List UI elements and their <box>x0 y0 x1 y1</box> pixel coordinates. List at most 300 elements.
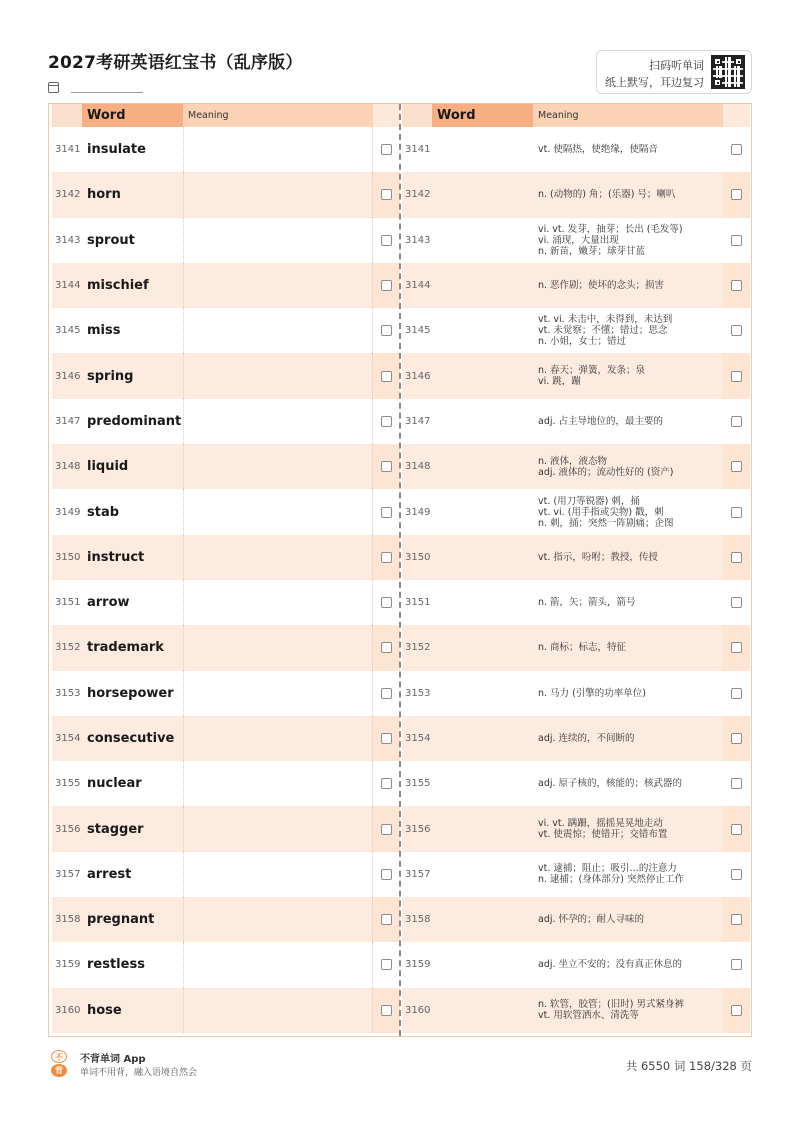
word-text: insulate <box>87 142 146 158</box>
row-number: 3156 <box>55 823 81 835</box>
meaning-text <box>533 489 723 534</box>
checkbox[interactable] <box>731 552 742 563</box>
word-text: trademark <box>87 640 164 656</box>
checkbox[interactable] <box>381 1005 392 1016</box>
meaning-lines <box>538 778 682 789</box>
table-row <box>52 308 400 353</box>
meaning-text <box>533 444 723 489</box>
table-row <box>52 218 400 263</box>
checkbox-cell <box>723 761 750 806</box>
checkbox-cell <box>373 489 400 534</box>
table-row <box>402 625 750 670</box>
table-row <box>52 625 400 670</box>
page-info: 共 6550 词 158/328 页 <box>625 1059 752 1073</box>
row-number: 3142 <box>405 189 431 201</box>
meaning-line: n. 商标；标志，特征 <box>538 642 627 654</box>
table-row <box>52 897 400 942</box>
row-number: 3148 <box>405 461 431 473</box>
meaning-line: n. 刺，捅；突然一阵剧痛；企图 <box>538 517 674 529</box>
meaning-blank[interactable] <box>183 399 373 444</box>
row-number: 3155 <box>55 778 81 790</box>
meaning-line: adj. 原子核的，核能的；核武器的 <box>538 778 683 790</box>
checkbox-cell <box>373 308 400 353</box>
table-row <box>402 489 750 534</box>
table-row <box>402 942 750 987</box>
checkbox[interactable] <box>381 325 392 336</box>
checkbox-cell <box>723 399 750 444</box>
meaning-blank[interactable] <box>183 263 373 308</box>
checkbox[interactable] <box>731 507 742 518</box>
table-row <box>402 716 750 761</box>
meaning-text <box>533 580 723 625</box>
column-header-word: Word <box>82 104 183 127</box>
meaning-line: vi. 涌现，大量出现 <box>538 234 619 246</box>
checkbox[interactable] <box>381 824 392 835</box>
logo-bottom-char: 背 <box>51 1064 67 1077</box>
meaning-text <box>533 625 723 670</box>
table-row <box>52 127 400 172</box>
checkbox[interactable] <box>731 325 742 336</box>
word-text: restless <box>87 957 145 973</box>
table-row <box>52 399 400 444</box>
checkbox-cell <box>723 444 750 489</box>
meaning-list-header <box>402 104 750 127</box>
table-row <box>52 353 400 398</box>
meaning-text <box>533 172 723 217</box>
table-row <box>402 353 750 398</box>
checkbox[interactable] <box>381 461 392 472</box>
row-number: 3158 <box>55 914 81 926</box>
meaning-line: vt. 用软管洒水、清洗等 <box>538 1010 639 1022</box>
meaning-line: adj. 占主导地位的，最主要的 <box>538 415 664 427</box>
checkbox[interactable] <box>731 914 742 925</box>
meaning-lines <box>538 496 674 529</box>
row-number: 3141 <box>405 144 431 156</box>
table-row <box>402 444 750 489</box>
row-number: 3145 <box>55 325 81 337</box>
checkbox[interactable] <box>731 778 742 789</box>
checkbox-cell <box>723 489 750 534</box>
checkbox-cell <box>373 942 400 987</box>
checkbox-cell <box>723 353 750 398</box>
checkbox[interactable] <box>731 461 742 472</box>
table-row <box>402 308 750 353</box>
checkbox[interactable] <box>381 688 392 699</box>
checkbox-cell <box>723 263 750 308</box>
meaning-text <box>533 761 723 806</box>
row-number: 3151 <box>405 597 431 609</box>
checkbox[interactable] <box>731 733 742 744</box>
table-row <box>402 127 750 172</box>
row-number: 3159 <box>55 959 81 971</box>
checkbox-cell <box>373 172 400 217</box>
meaning-blank[interactable] <box>183 218 373 263</box>
checkbox-cell <box>373 716 400 761</box>
promo-text <box>605 57 704 91</box>
meaning-text <box>533 852 723 897</box>
checkbox[interactable] <box>731 235 742 246</box>
calendar-icon <box>48 82 59 93</box>
checkbox[interactable] <box>381 507 392 518</box>
table-row <box>52 263 400 308</box>
meaning-list-table <box>402 104 750 1036</box>
checkbox-cell <box>723 897 750 942</box>
meaning-blank[interactable] <box>183 942 373 987</box>
word-text: predominant <box>87 413 182 429</box>
table-row <box>402 580 750 625</box>
word-text: stab <box>87 504 120 520</box>
word-text: horn <box>87 187 121 203</box>
checkbox[interactable] <box>381 144 392 155</box>
row-number: 3146 <box>55 370 81 382</box>
meaning-line: vt. 逮捕；阻止；吸引…的注意力 <box>538 863 677 875</box>
row-number: 3143 <box>405 234 431 246</box>
meaning-blank[interactable] <box>183 127 373 172</box>
meaning-line: n. 春天；弹簧，发条；泉 <box>538 365 646 377</box>
checkbox-cell <box>723 806 750 851</box>
table-row <box>52 489 400 534</box>
checkbox-cell <box>723 671 750 716</box>
row-number: 3157 <box>405 868 431 880</box>
checkbox-cell <box>373 852 400 897</box>
date-input-line[interactable] <box>71 83 143 93</box>
checkbox[interactable] <box>381 552 392 563</box>
table-row <box>402 535 750 580</box>
meaning-line: vt. 使震惊；使错开；交错布置 <box>538 829 668 841</box>
meaning-line: n. 箭，矢；箭头，箭号 <box>538 597 636 609</box>
meaning-line: adj. 坐立不安的；没有真正休息的 <box>538 959 683 971</box>
checkbox[interactable] <box>731 189 742 200</box>
checkbox[interactable] <box>731 688 742 699</box>
checkbox-cell <box>723 127 750 172</box>
meaning-blank[interactable] <box>183 716 373 761</box>
checkbox[interactable] <box>381 733 392 744</box>
row-number: 3153 <box>405 687 431 699</box>
meaning-text <box>533 218 723 263</box>
table-row <box>402 897 750 942</box>
meaning-line: vt. vi. 未击中，未得到，未达到 <box>538 314 673 326</box>
checkbox-cell <box>723 942 750 987</box>
page-title: 2027考研英语红宝书（乱序版） <box>48 53 303 73</box>
checkbox-cell <box>723 852 750 897</box>
meaning-text <box>533 806 723 851</box>
meaning-line: adj. 液体的；流动性好的 (资产) <box>538 466 674 478</box>
meaning-text <box>533 535 723 580</box>
meaning-lines <box>538 280 664 291</box>
checkbox[interactable] <box>731 959 742 970</box>
checkbox[interactable] <box>731 416 742 427</box>
row-number: 3152 <box>55 642 81 654</box>
word-text: sprout <box>87 232 135 248</box>
word-text: nuclear <box>87 776 142 792</box>
checkbox-cell <box>373 580 400 625</box>
row-number: 3158 <box>405 914 431 926</box>
row-number: 3142 <box>55 189 81 201</box>
meaning-line: vt. 未觉察；不懂；错过；思念 <box>538 325 668 337</box>
meaning-line: n. 软管，胶管；(旧时) 男式紧身裤 <box>538 999 684 1011</box>
word-list-header <box>52 104 400 127</box>
checkbox-cell <box>723 172 750 217</box>
word-sheet <box>48 103 752 1037</box>
checkbox[interactable] <box>731 597 742 608</box>
meaning-lines <box>538 999 684 1021</box>
meaning-blank[interactable] <box>183 172 373 217</box>
row-number: 3155 <box>405 778 431 790</box>
checkbox-cell <box>723 218 750 263</box>
meaning-line: adj. 怀孕的；耐人寻味的 <box>538 914 645 926</box>
meaning-line: n. 马力 (引擎的功率单位) <box>538 687 646 699</box>
table-row <box>402 671 750 716</box>
word-list-table <box>52 104 400 1036</box>
checkbox[interactable] <box>381 189 392 200</box>
meaning-text <box>533 399 723 444</box>
table-row <box>52 761 400 806</box>
page-header <box>48 48 752 98</box>
checkbox[interactable] <box>381 235 392 246</box>
checkbox[interactable] <box>381 778 392 789</box>
meaning-text <box>533 942 723 987</box>
row-number: 3160 <box>405 1004 431 1016</box>
checkbox-cell <box>373 988 400 1033</box>
row-number: 3141 <box>55 144 81 156</box>
checkbox[interactable] <box>381 642 392 653</box>
word-text: miss <box>87 323 121 339</box>
meaning-lines <box>538 642 626 653</box>
meaning-blank[interactable] <box>183 761 373 806</box>
word-text: horsepower <box>87 685 174 701</box>
word-list-body <box>52 127 400 1033</box>
row-number: 3154 <box>405 733 431 744</box>
table-row <box>402 172 750 217</box>
meaning-lines <box>538 416 663 427</box>
qr-code-icon[interactable] <box>711 55 745 89</box>
table-row <box>52 852 400 897</box>
word-text: instruct <box>87 549 145 565</box>
meaning-line: vi. vt. 蹒跚，摇摇晃晃地走动 <box>538 818 663 830</box>
checkbox-cell <box>373 444 400 489</box>
checkbox[interactable] <box>381 416 392 427</box>
row-number: 3151 <box>55 597 81 609</box>
meaning-line: n. (动物的) 角；(乐器) 号；喇叭 <box>538 189 676 201</box>
checkbox-cell <box>373 399 400 444</box>
checkbox[interactable] <box>731 371 742 382</box>
checkbox[interactable] <box>381 914 392 925</box>
word-text: liquid <box>87 459 129 475</box>
checkbox-cell <box>373 535 400 580</box>
meaning-text <box>533 716 723 761</box>
word-text: stagger <box>87 821 144 837</box>
row-number: 3147 <box>55 415 81 427</box>
row-number: 3148 <box>55 461 81 473</box>
meaning-line: adj. 连续的，不间断的 <box>538 733 635 744</box>
meaning-text <box>533 353 723 398</box>
table-row <box>402 218 750 263</box>
table-row <box>52 988 400 1033</box>
row-number: 3143 <box>55 234 81 246</box>
checkbox-cell <box>373 761 400 806</box>
checkbox[interactable] <box>731 869 742 880</box>
meaning-text <box>533 263 723 308</box>
meaning-lines <box>538 863 684 885</box>
page-footer <box>48 1048 752 1080</box>
checkbox-cell <box>373 625 400 670</box>
row-number: 3149 <box>55 506 81 518</box>
meaning-line: n. 小姐，女士；错过 <box>538 336 627 348</box>
table-row <box>52 942 400 987</box>
meaning-blank[interactable] <box>183 580 373 625</box>
meaning-lines <box>538 456 673 478</box>
word-text: consecutive <box>87 731 175 746</box>
meaning-blank[interactable] <box>183 444 373 489</box>
table-row <box>402 806 750 851</box>
table-row <box>52 444 400 489</box>
checkbox[interactable] <box>731 1005 742 1016</box>
row-number: 3154 <box>55 733 81 744</box>
word-text: mischief <box>87 278 149 294</box>
checkbox-cell <box>373 218 400 263</box>
row-number: 3153 <box>55 687 81 699</box>
table-row <box>52 716 400 761</box>
meaning-lines <box>538 189 675 200</box>
word-text: arrow <box>87 595 130 611</box>
app-logo-icon <box>48 1050 70 1078</box>
table-row <box>402 988 750 1033</box>
checkbox-cell <box>723 716 750 761</box>
checkbox[interactable] <box>731 642 742 653</box>
table-row <box>402 263 750 308</box>
app-name: 不背单词 App <box>80 1054 146 1065</box>
word-text: pregnant <box>87 912 155 928</box>
checkbox[interactable] <box>381 959 392 970</box>
table-row <box>402 852 750 897</box>
row-number: 3150 <box>55 551 81 563</box>
meaning-lines <box>538 314 672 347</box>
promo-line-2: 纸上默写，耳边复习 <box>605 76 704 89</box>
checkbox-cell <box>373 127 400 172</box>
checkbox-cell <box>723 988 750 1033</box>
meaning-blank[interactable] <box>183 489 373 534</box>
meaning-lines <box>538 365 645 387</box>
meaning-text <box>533 897 723 942</box>
word-text: spring <box>87 368 134 384</box>
meaning-blank[interactable] <box>183 625 373 670</box>
row-number: 3144 <box>405 280 431 292</box>
row-number: 3144 <box>55 280 81 292</box>
meaning-lines <box>538 552 658 563</box>
row-number: 3145 <box>405 325 431 337</box>
row-number: 3152 <box>405 642 431 654</box>
word-text: hose <box>87 1002 122 1018</box>
table-row <box>52 535 400 580</box>
checkbox[interactable] <box>731 144 742 155</box>
meaning-line: vi. 跳，蹦 <box>538 376 581 388</box>
meaning-blank[interactable] <box>183 535 373 580</box>
row-number: 3147 <box>405 415 431 427</box>
checkbox[interactable] <box>381 869 392 880</box>
meaning-line: n. 恶作剧；使坏的念头；损害 <box>538 280 665 292</box>
meaning-line: n. 液体，液态物 <box>538 455 608 467</box>
row-number: 3160 <box>55 1004 81 1016</box>
fold-divider <box>399 104 401 1036</box>
date-row <box>48 82 143 93</box>
checkbox[interactable] <box>731 824 742 835</box>
checkbox[interactable] <box>381 280 392 291</box>
checkbox[interactable] <box>731 280 742 291</box>
table-row <box>52 172 400 217</box>
logo-top-char: 不 <box>51 1050 67 1063</box>
column-header-meaning: Meaning <box>183 104 373 127</box>
column-header-meaning-right: Meaning <box>533 104 723 127</box>
table-row <box>402 399 750 444</box>
meaning-lines <box>538 818 667 840</box>
meaning-list-body <box>402 127 750 1033</box>
checkbox-cell <box>723 580 750 625</box>
table-row <box>52 671 400 716</box>
promo-line-1: 扫码听单词 <box>649 59 704 72</box>
meaning-lines <box>538 144 658 155</box>
checkbox-cell <box>373 671 400 716</box>
table-row <box>52 806 400 851</box>
checkbox-cell <box>373 806 400 851</box>
meaning-line: vt. 使隔热，使绝缘，使隔音 <box>538 144 658 156</box>
meaning-line: vt. (用刀等锐器) 刺，捅 <box>538 495 640 507</box>
meaning-blank[interactable] <box>183 308 373 353</box>
app-slogan: 单词不用背，融入语境自然会 <box>80 1068 198 1078</box>
meaning-lines <box>538 914 644 925</box>
checkbox-cell <box>373 353 400 398</box>
meaning-lines <box>538 733 635 744</box>
row-number: 3146 <box>405 370 431 382</box>
meaning-blank[interactable] <box>183 353 373 398</box>
checkbox-cell <box>723 625 750 670</box>
audio-promo-box <box>596 50 752 94</box>
meaning-line: vt. vi. (用手指或尖物) 戳，刺 <box>538 506 664 518</box>
row-number: 3157 <box>55 868 81 880</box>
column-header-word-right: Word <box>432 104 533 127</box>
checkbox[interactable] <box>381 597 392 608</box>
meaning-blank[interactable] <box>183 897 373 942</box>
row-number: 3149 <box>405 506 431 518</box>
meaning-blank[interactable] <box>183 988 373 1033</box>
checkbox-cell <box>723 535 750 580</box>
meaning-blank[interactable] <box>183 671 373 716</box>
checkbox-cell <box>373 263 400 308</box>
meaning-blank[interactable] <box>183 852 373 897</box>
meaning-line: vt. 指示，吩咐；教授，传授 <box>538 551 658 563</box>
meaning-text <box>533 988 723 1033</box>
meaning-text <box>533 127 723 172</box>
meaning-line: n. 新苗，嫩芽；球芽甘蓝 <box>538 245 646 257</box>
meaning-lines <box>538 688 646 699</box>
word-text: arrest <box>87 866 132 882</box>
table-row <box>52 580 400 625</box>
meaning-lines <box>538 597 636 608</box>
row-number: 3156 <box>405 823 431 835</box>
checkbox[interactable] <box>381 371 392 382</box>
meaning-lines <box>538 224 683 257</box>
meaning-text <box>533 671 723 716</box>
meaning-line: vi. vt. 发芽，抽芽；长出 (毛发等) <box>538 223 683 235</box>
table-row <box>402 761 750 806</box>
meaning-lines <box>538 959 682 970</box>
meaning-line: n. 逮捕；(身体部分) 突然停止工作 <box>538 874 684 886</box>
row-number: 3159 <box>405 959 431 971</box>
checkbox-cell <box>723 308 750 353</box>
meaning-text <box>533 308 723 353</box>
row-number: 3150 <box>405 551 431 563</box>
meaning-blank[interactable] <box>183 806 373 851</box>
checkbox-cell <box>373 897 400 942</box>
